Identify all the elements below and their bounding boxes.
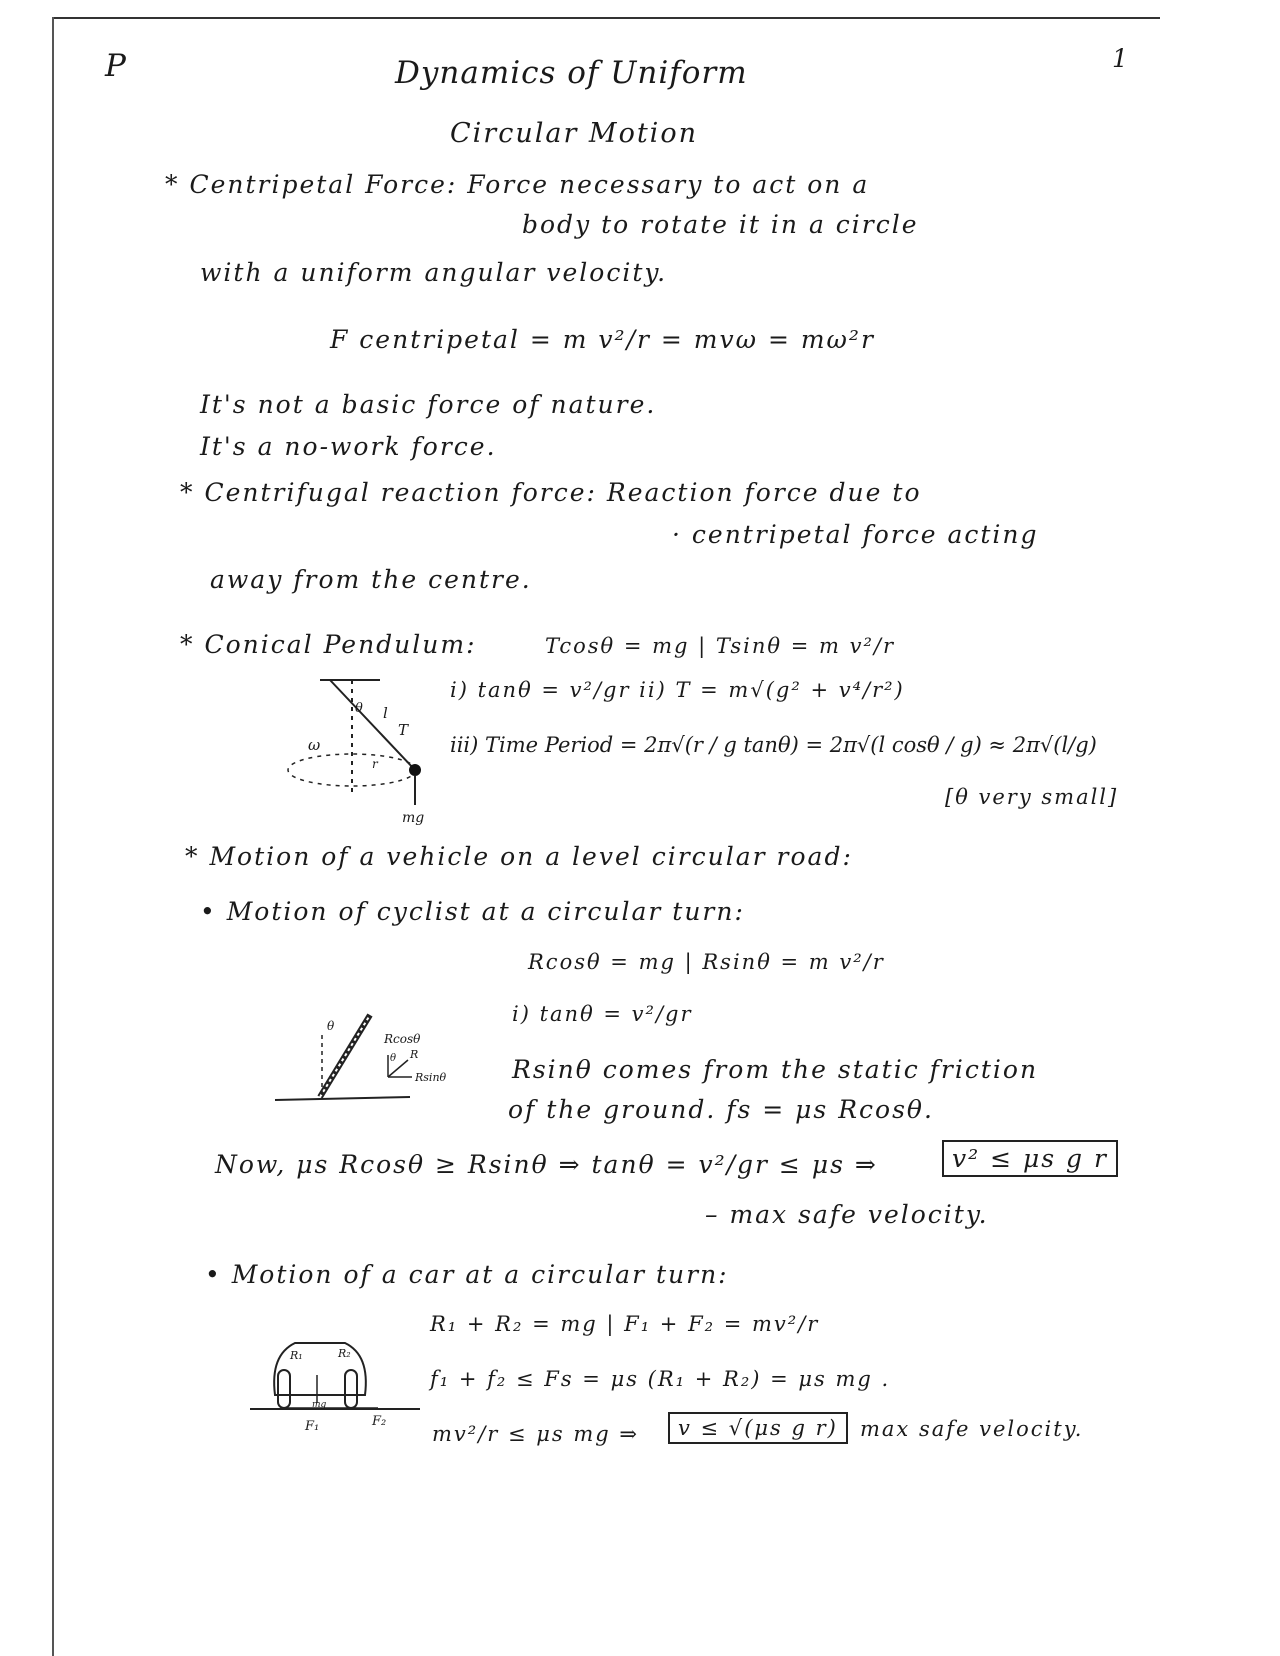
conical-eq-1: Tcosθ = mg | Tsinθ = m v²/r <box>545 634 895 658</box>
conical-eq-2: i) tanθ = v²/gr ii) T = m√(g² + v⁴/r²) <box>450 678 905 702</box>
centripetal-formula: F centripetal = m v²/r = mvω = mω²r <box>330 325 875 354</box>
centripetal-note-1: It's not a basic force of nature. <box>200 390 657 419</box>
cyclist-result-box: v² ≤ μs g r <box>942 1140 1118 1177</box>
conical-pendulum-diagram <box>280 670 440 840</box>
cyclist-heading: • Motion of cyclist at a circular turn: <box>200 897 745 926</box>
vehicle-heading: * Motion of a vehicle on a level circular road: <box>185 842 853 871</box>
pendulum-omega-label: ω <box>308 736 321 754</box>
cyclist-eq-1: Rcosθ = mg | Rsinθ = m v²/r <box>528 950 885 974</box>
car-mg-label: mg <box>312 1400 327 1410</box>
centrifugal-line-1: * Centrifugal reaction force: Reaction force due to <box>180 478 922 507</box>
conical-eq-3: iii) Time Period = 2π√(r / g tanθ) = 2π√(l cosθ / g) ≈ 2π√(l/g) <box>450 733 1097 757</box>
pendulum-theta-label: θ <box>355 701 363 716</box>
conical-heading: * Conical Pendulum: <box>180 630 477 659</box>
cyclist-theta-label: θ <box>327 1019 335 1033</box>
car-f1-label: F₁ <box>305 1419 320 1434</box>
pendulum-tension-label: T <box>398 721 409 739</box>
cyclist-theta2-label: θ <box>390 1053 397 1064</box>
page-title: Dynamics of Uniform <box>395 55 748 91</box>
page-subtitle: Circular Motion <box>450 118 698 149</box>
cyclist-rsin-label: Rsinθ <box>415 1071 447 1084</box>
page-number: 1 <box>1112 44 1130 73</box>
cyclist-diagram <box>270 1005 490 1105</box>
cyclist-rcos-label: Rcosθ <box>384 1032 421 1046</box>
car-eq-3: mv²/r ≤ μs mg ⇒ <box>432 1422 639 1446</box>
cyclist-line-2: of the ground. fs = μs Rcosθ. <box>508 1095 934 1124</box>
car-eq-2: f₁ + f₂ ≤ Fs = μs (R₁ + R₂) = μs mg . <box>430 1367 891 1391</box>
centrifugal-line-2: · centripetal force acting <box>672 520 1039 549</box>
car-heading: • Motion of a car at a circular turn: <box>205 1260 729 1289</box>
car-result-box: v ≤ √(μs g r) <box>668 1412 848 1444</box>
car-result-note: max safe velocity. <box>860 1417 1084 1441</box>
car-r1-label: R₁ <box>290 1349 303 1362</box>
page-marker: P <box>105 48 127 84</box>
pendulum-weight-label: mg <box>402 810 425 826</box>
car-f2-label: F₂ <box>372 1414 387 1429</box>
centripetal-line-1: * Centripetal Force: Force necessary to act on a <box>165 170 870 199</box>
centrifugal-line-3: away from the centre. <box>210 565 532 594</box>
pendulum-radius-label: r <box>372 757 378 771</box>
paper-edge-top <box>52 17 1160 19</box>
cyclist-r-label: R <box>410 1048 419 1061</box>
cyclist-now-eq: Now, μs Rcosθ ≥ Rsinθ ⇒ tanθ = v²/gr ≤ μs ⇒ <box>215 1150 878 1179</box>
car-r2-label: R₂ <box>338 1347 351 1360</box>
centripetal-note-2: It's a no-work force. <box>200 432 497 461</box>
conical-note: [θ very small] <box>945 785 1119 809</box>
cyclist-result-note: – max safe velocity. <box>705 1200 989 1229</box>
paper-edge-left <box>52 17 54 1656</box>
centripetal-line-3: with a uniform angular velocity. <box>200 258 668 287</box>
centripetal-line-2: body to rotate it in a circle <box>522 210 919 239</box>
cyclist-eq-2: i) tanθ = v²/gr <box>512 1002 693 1026</box>
car-diagram <box>250 1335 430 1435</box>
pendulum-length-label: l <box>383 704 388 722</box>
car-eq-1: R₁ + R₂ = mg | F₁ + F₂ = mv²/r <box>430 1312 820 1336</box>
cyclist-line-1: Rsinθ comes from the static friction <box>512 1055 1039 1084</box>
